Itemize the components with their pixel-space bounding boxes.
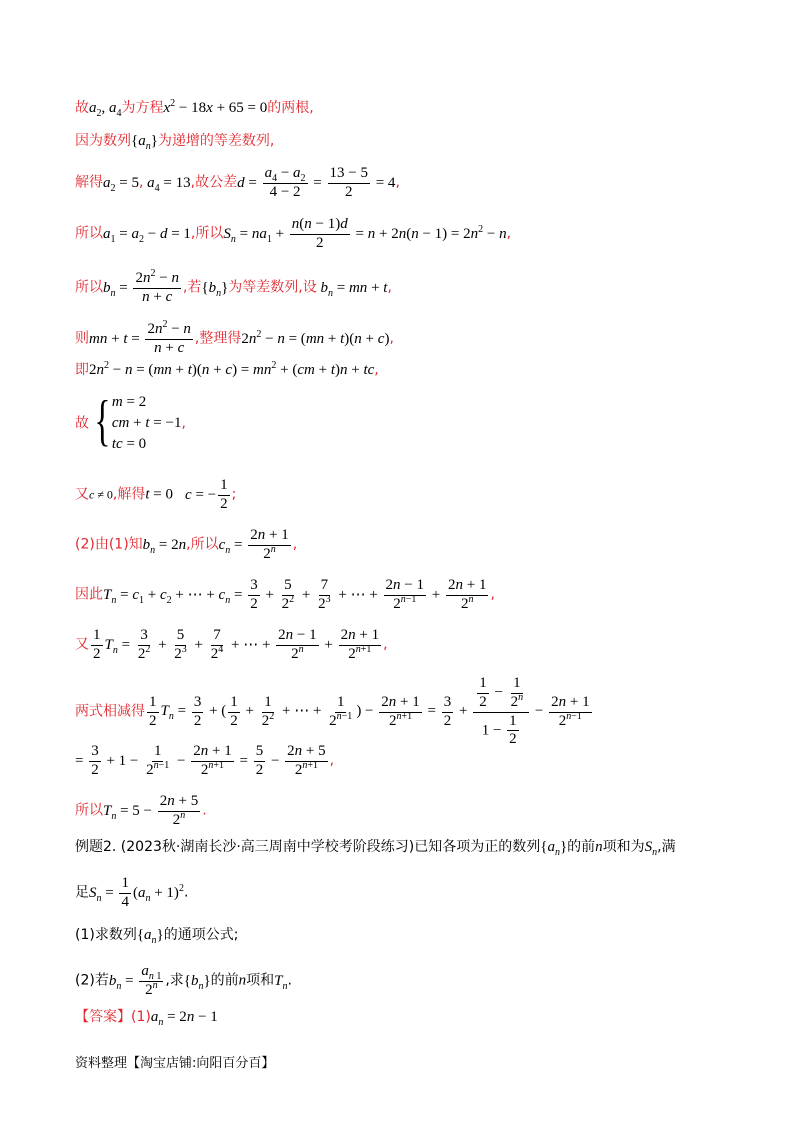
solution-line-8: 故 { m = 2 cm + t = −1 tc = 0 , (75, 390, 186, 452)
math-expr: = $\frac{3}{2}$ + 1 − $\frac{1}{2^{n-1}}$ − $\frac{2n + 1}{2^{n+1}}$ = $\frac{5}{2}$ − $\frac{2n + 5}{2^{n+1}}$ (75, 743, 326, 778)
solution-line-11: 因此$T_n = c_1 + c_2$ + ⋯ + $c_n$ = $\frac{3}{2}$ + $\frac{5}{2^2}$ + $\frac{7}{2^3}$ + ⋯ + $\frac{2n - 1}{2^{n-1}}$ + $\frac{2n + 1}{2^n}$ , (75, 577, 495, 612)
math-expr: $S_n = na_1$ + $\frac{n(n - 1)d}{2}$ = $n + 2n(n - 1) = 2n^2 - n$ (223, 216, 507, 251)
solution-line-3: 解得$a_2 = 5$, $a_4 = 13$,故公差d = $\frac{a_4 - a_2}{4 - 2}$ = $\frac{13 - 5}{2}$ = 4, (75, 165, 400, 200)
math-expr: $S_n$ = $\frac{1}{4}$ $(a_n + 1)^2$ (89, 875, 184, 910)
solution-line-2: 因为数列$\{a_n\}$为递增的等差数列, (75, 133, 275, 152)
solution-line-1: 故$a_2$, $a_4$为方程$x^2 - 18x + 65 = 0$的两根, (75, 98, 314, 119)
math-expr: t = 0 (145, 486, 174, 503)
math-expr: $T_n = 5$ − $\frac{2n + 5}{2^n}$ (103, 793, 199, 828)
math-expr: $\{a_n\}$ (540, 839, 568, 858)
math-expr: $b_n$ = $\frac{2n^2 - n}{n + c}$ (103, 268, 179, 305)
footer-note: 资料整理【淘宝店铺:向阳百分百】 (75, 1056, 275, 1071)
question-1: (1)求数列$\{a_n\}$的通项公式; (75, 927, 239, 946)
math-expr: $\frac{1}{2}$ $T_n$ = $\frac{3}{2^2}$ + $\frac{5}{2^3}$ + $\frac{7}{2^4}$ + ⋯ + $\frac{2n - 1}{2^n}$ + $\frac{2n + 1}{2^{n+1}}$ (93, 627, 380, 662)
math-expr: c = − $\frac{1}{2}$ (185, 477, 228, 512)
math-expr: $a_n = 2n - 1$ (150, 1009, 218, 1028)
solution-line-6: 则mn + t = $\frac{2n^2 - n}{n + c}$ ,整理得$2n^2 - n = (mn + t)(n + c)$, (75, 319, 394, 356)
answer-label: 【答案】 (75, 1009, 131, 1025)
question-2: (2)若$b_n$ = $\frac{a_{n 1}}{2^n}$ ,求$\{b_n\}$的前n项和$T_n$. (75, 963, 292, 998)
solution-line-12: 又 $\frac{1}{2}$ $T_n$ = $\frac{3}{2^2}$ + $\frac{5}{2^3}$ + $\frac{7}{2^4}$ + ⋯ + $\frac{2n - 1}{2^n}$ + $\frac{2n + 1}{2^{n+1}}$ , (75, 627, 388, 662)
solution-line-15: 所以$T_n = 5$ − $\frac{2n + 5}{2^n}$ . (75, 793, 207, 828)
example-2-line-1: 例题2. (2023秋·湖南长沙·高三周南中学校考阶段练习)已知各项为正的数列$\{a_n\}$的前n项和为$S_n$,满 (75, 839, 676, 858)
math-expr: $\frac{1}{2}$ $T_n$ = $\frac{3}{2}$ + ( $\frac{1}{2}$ + $\frac{1}{2^2}$ + ⋯ + $\frac{1}{2^{n-1}}$ ) − $\frac{2n + 1}{2^{n+1}}$ = $\frac{3}{2}$ + $\frac{1}{2}$ − $\frac{1}{2^n}$ 1 − $\frac{1}{2}$ − $\frac{2n + 1}{2^{n-1}}$ (149, 675, 590, 748)
math-expr: $a_2 = 5$ (103, 174, 139, 194)
math-expr: $\{a_n\}$ (131, 133, 158, 152)
math-expr: $b_n$ = mn + t (320, 279, 388, 299)
math-expr: $2n^2 - n = (mn + t)(n + c)$ (241, 328, 390, 347)
math-expr: $c_n$ = $\frac{2n + 1}{2^n}$ (218, 527, 289, 562)
math-expr: $a_1 = a_2 - d = 1$ (103, 225, 191, 245)
math-expr: d = $\frac{a_4 - a_2}{4 - 2}$ = $\frac{13 - 5}{2}$ = 4 (237, 165, 396, 200)
math-expr: $b_n$ = $\frac{a_{n 1}}{2^n}$ (108, 963, 162, 998)
solution-line-13: 两式相减得 $\frac{1}{2}$ $T_n$ = $\frac{3}{2}$ + ( $\frac{1}{2}$ + $\frac{1}{2^2}$ + ⋯ + $\frac{1}{2^{n-1}}$ ) − $\frac{2n + 1}{2^{n+1}}$ = $\frac{3}{2}$ + $\frac{1}{2}$ − $\frac{1}{2^n}$ 1 − $\frac{1}{2}$ − $\frac{2n + 1}{2^{n-1}}$ (75, 676, 594, 748)
math-expr: $x^2 - 18x + 65 = 0$ (163, 98, 268, 116)
math-expr: $\{b_n\}$ (201, 279, 229, 299)
answer-line: 【答案】$(1)a_n = 2n - 1$ (75, 1009, 218, 1028)
solution-line-7: 即$2n^2 - n = (mn + t)(n + c) = mn^2 + (cm + t)n$ + tc, (75, 360, 379, 378)
math-expr: mn + t = $\frac{2n^2 - n}{n + c}$ (89, 319, 191, 356)
example-2-line-2: 足$S_n$ = $\frac{1}{4}$ $(a_n + 1)^2$. (75, 875, 189, 910)
equation-system: { m = 2 cm + t = −1 tc = 0 (94, 390, 182, 452)
math-expr: $a_2$, $a_4$ (89, 100, 122, 119)
math-expr: $2n^2 - n = (mn + t)(n + c) = mn^2 + (cm + t)n$ + tc (89, 360, 375, 378)
math-expr: $b_n = 2n$ (142, 536, 187, 556)
solution-line-5: 所以$b_n$ = $\frac{2n^2 - n}{n + c}$ ,若$\{b_n\}$为等差数列,设 $b_n$ = mn + t, (75, 268, 392, 305)
solution-line-14: = $\frac{3}{2}$ + 1 − $\frac{1}{2^{n-1}}$ − $\frac{2n + 1}{2^{n+1}}$ = $\frac{5}{2}$ − $\frac{2n + 5}{2^{n+1}}$ , (75, 743, 335, 778)
solution-line-4: 所以$a_1 = a_2 - d = 1$,所以$S_n = na_1$ + $\frac{n(n - 1)d}{2}$ = $n + 2n(n - 1) = 2n^2 - n$, (75, 216, 512, 251)
solution-line-9: 又c ≠ 0,解得t = 0 c = − $\frac{1}{2}$ ; (75, 477, 237, 512)
math-expr: $a_4 = 13$ (147, 174, 191, 194)
math-expr: $\{a_n\}$ (136, 927, 164, 946)
math-expr: c ≠ 0 (89, 487, 113, 502)
solution-line-10: (2)由(1)知$b_n = 2n$,所以$c_n$ = $\frac{2n + 1}{2^n}$ , (75, 527, 298, 562)
math-expr: $T_n = c_1 + c_2$ + ⋯ + $c_n$ = $\frac{3}{2}$ + $\frac{5}{2^2}$ + $\frac{7}{2^3}$ + ⋯ + $\frac{2n - 1}{2^{n-1}}$ + $\frac{2n + 1}{2^n}$ (103, 577, 487, 612)
